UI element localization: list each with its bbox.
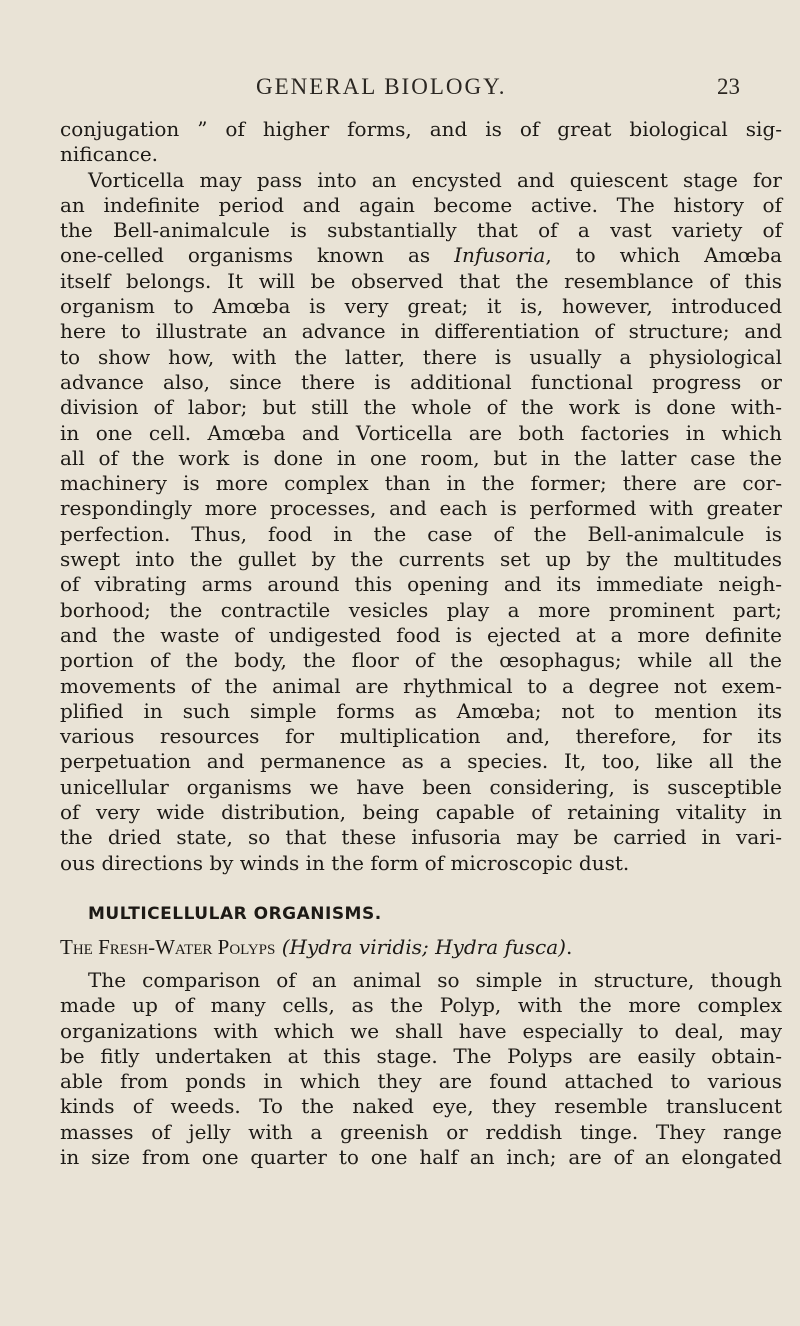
- paragraph-1: [60, 117, 782, 168]
- text-line: perfection. Thus, food in the case of the Bell-animalcule is: [60, 521, 782, 546]
- text-line: perpetuation and permanence as a species. It, too, like all the: [60, 749, 782, 774]
- text-line: ous directions by winds in the form of microscopic dust.: [60, 850, 630, 875]
- text-line: swept into the gullet by the currents set up by the multitudes: [60, 547, 782, 572]
- subtitle-caps: The Fresh-Water Polyps: [60, 934, 276, 959]
- text-line: movements of the animal are rhythmical to a degree not exem-: [60, 673, 782, 698]
- paragraph-3: [60, 968, 782, 1170]
- text-line: all of the work is done in one room, but in the latter case the: [60, 445, 782, 470]
- text-line: portion of the body, the floor of the œsophagus; while all the: [60, 648, 782, 673]
- text-line: division of labor; but still the whole of the work is done with-: [60, 395, 782, 420]
- section-heading: MULTICELLULAR ORGANISMS.: [88, 903, 382, 924]
- running-head: GENERAL BIOLOGY.: [256, 74, 507, 99]
- page-number: 23: [717, 74, 740, 99]
- text-line: of vibrating arms around this opening and its immediate neigh-: [60, 572, 782, 597]
- text-line: machinery is more complex than in the former; there are cor-: [60, 471, 782, 496]
- text-run: one-celled organisms known as: [60, 243, 455, 268]
- text-line: The comparison of an animal so simple in structure, though: [88, 967, 782, 992]
- text-run: , to which Amœba: [545, 243, 782, 268]
- text-line: the dried state, so that these infusoria may be carried in vari-: [60, 825, 782, 850]
- italic-term-infusoria: Infusoria: [454, 243, 546, 268]
- subtitle-species: (Hydra viridis; Hydra fusca): [281, 934, 566, 959]
- text-line: and the waste of undigested food is ejected at a more definite: [60, 622, 782, 647]
- text-line: nificance.: [60, 142, 159, 167]
- text-line: here to illustrate an advance in differentiation of structure; and: [60, 319, 782, 344]
- text-line: kinds of weeds. To the naked eye, they resemble translucent: [60, 1094, 782, 1119]
- text-line: Vorticella may pass into an encysted and quiescent stage for: [88, 167, 782, 192]
- text-line: masses of jelly with a greenish or reddish tinge. They range: [60, 1119, 782, 1144]
- paragraph-2: [60, 168, 782, 876]
- text-line: itself belongs. It will be observed that the resemblance of this: [60, 268, 782, 293]
- section-subtitle: [60, 932, 782, 962]
- text-line: the Bell-animalcule is substantially that of a vast variety of: [60, 218, 782, 243]
- text-line: unicellular organisms we have been considering, is susceptible: [60, 774, 782, 799]
- text-line: able from ponds in which they are found attached to various: [60, 1069, 782, 1094]
- subtitle-period: .: [565, 934, 573, 959]
- text-line: in size from one quarter to one half an inch; are of an elongated: [60, 1144, 782, 1169]
- text-line: respondingly more processes, and each is performed with greater: [60, 496, 782, 521]
- text-line: plified in such simple forms as Amœba; not to mention its: [60, 698, 782, 723]
- text-line: organism to Amœba is very great; it is, however, introduced: [60, 294, 782, 319]
- text-line: an indefinite period and again become active. The history of: [60, 192, 782, 217]
- text-line: organizations with which we shall have especially to deal, may: [60, 1018, 782, 1043]
- text-line: advance also, since there is additional functional progress or: [60, 369, 782, 394]
- page-body: [60, 117, 782, 1170]
- text-line: made up of many cells, as the Polyp, with the more complex: [60, 993, 782, 1018]
- text-line: various resources for multiplication and, therefore, for its: [60, 724, 782, 749]
- page-header: [0, 74, 800, 104]
- text-line: [60, 243, 782, 268]
- text-line: borhood; the contractile vesicles play a more prominent part;: [60, 597, 782, 622]
- text-line: be fitly undertaken at this stage. The Polyps are easily obtain-: [60, 1043, 782, 1068]
- text-line: conjugation ” of higher forms, and is of great biological sig-: [60, 117, 782, 141]
- text-line: to show how, with the latter, there is usually a physiological: [60, 344, 782, 369]
- text-line: in one cell. Amœba and Vorticella are both factories in which: [60, 420, 782, 445]
- text-line: of very wide distribution, being capable of retaining vitality in: [60, 800, 782, 825]
